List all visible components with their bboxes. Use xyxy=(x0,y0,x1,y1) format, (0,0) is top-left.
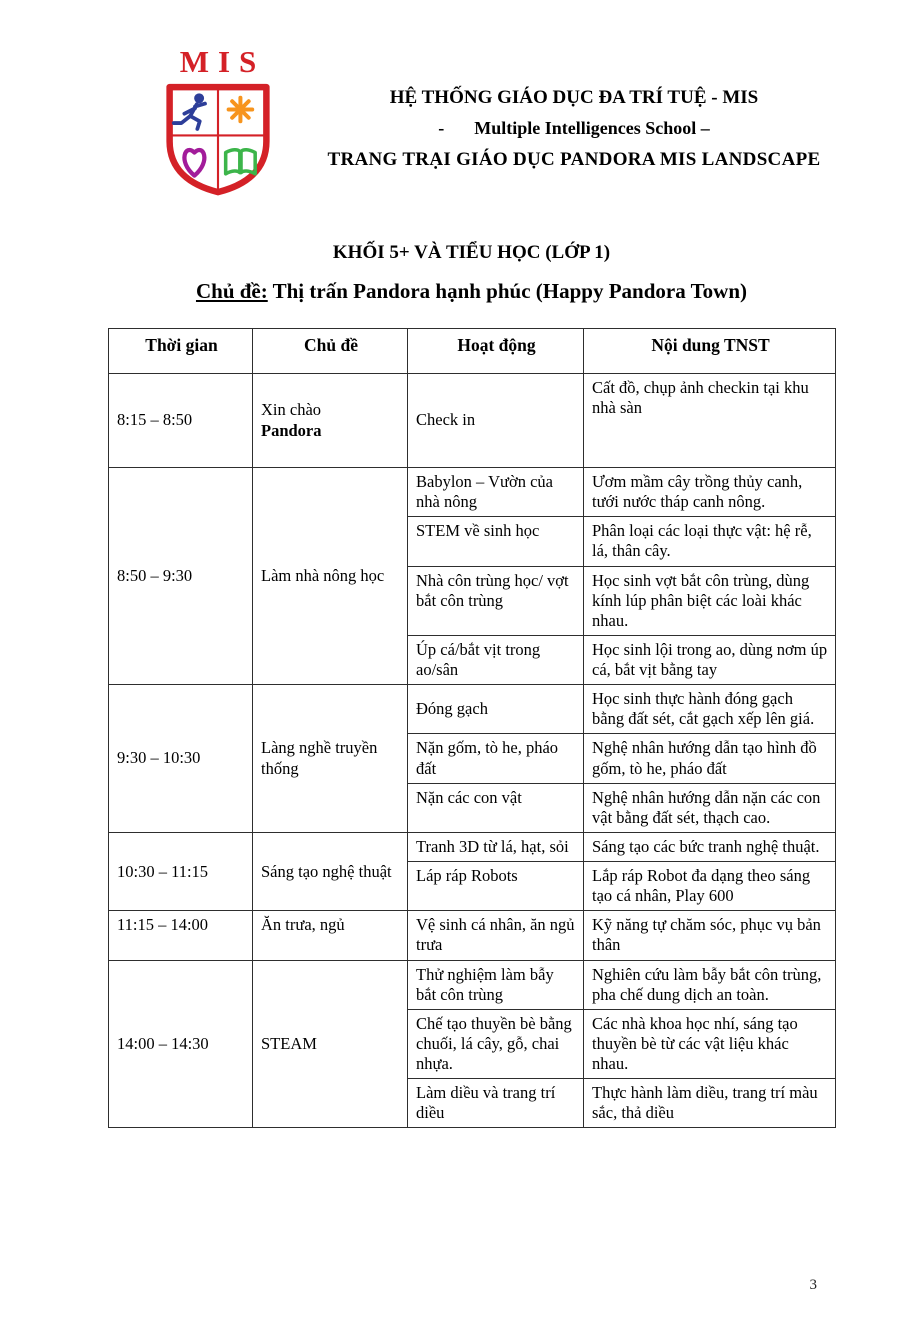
content-cell: Phân loại các loại thực vật: hệ rễ, lá, thân cây. xyxy=(584,517,836,566)
content-cell: Ươm mầm cây trồng thủy canh, tưới nước tháp canh nông. xyxy=(584,468,836,517)
school-name-english-text: Multiple Intelligences School – xyxy=(474,118,710,138)
content-cell: Lắp ráp Robot đa dạng theo sáng tạo cá nhân, Play 600 xyxy=(584,862,836,911)
table-row xyxy=(109,374,836,468)
column-header-theme: Chủ đề xyxy=(253,329,408,374)
content-cell: Nghiên cứu làm bẫy bắt côn trùng, pha chế dung dịch an toàn. xyxy=(584,960,836,1009)
table-row xyxy=(109,685,836,734)
theme-subtitle xyxy=(108,279,835,304)
content-cell: Sáng tạo các bức tranh nghệ thuật. xyxy=(584,832,836,861)
content-cell: Nghệ nhân hướng dẫn tạo hình đồ gốm, tò he, pháo đất xyxy=(584,734,836,783)
activity-cell: Nặn gốm, tò he, pháo đất xyxy=(408,734,584,783)
column-header-activity: Hoạt động xyxy=(408,329,584,374)
content-cell: Thực hành làm diều, trang trí màu sắc, thả diều xyxy=(584,1079,836,1128)
school-name-vietnamese: HỆ THỐNG GIÁO DỤC ĐA TRÍ TUỆ - MIS xyxy=(389,87,759,108)
activity-cell: STEM về sinh học xyxy=(408,517,584,566)
school-logo xyxy=(148,46,288,198)
theme-line: Xin chào xyxy=(261,400,322,420)
logo-shield xyxy=(155,80,281,198)
column-header-time: Thời gian xyxy=(109,329,253,374)
activity-cell: Nặn các con vật xyxy=(408,783,584,832)
theme-cell: Làng nghề truyền thống xyxy=(253,685,408,833)
content-cell: Nghệ nhân hướng dẫn nặn các con vật bằng đất sét, thạch cao. xyxy=(584,783,836,832)
page-header xyxy=(148,46,860,198)
time-cell: 10:30 – 11:15 xyxy=(109,832,253,910)
time-cell: 8:50 – 9:30 xyxy=(109,468,253,685)
activity-cell: Nhà côn trùng học/ vợt bắt côn trùng xyxy=(408,566,584,635)
book-icon xyxy=(226,150,256,174)
activity-cell: Chế tạo thuyền bè bằng chuối, lá cây, gỗ, chai nhựa. xyxy=(408,1009,584,1078)
theme-subtitle-label: Chủ đề: xyxy=(195,279,268,303)
content-cell: Cất đồ, chụp ảnh checkin tại khu nhà sàn xyxy=(584,374,836,468)
time-cell: 9:30 – 10:30 xyxy=(109,685,253,833)
logo-mis-text: MIS xyxy=(179,44,266,79)
theme-line-bold: Pandora xyxy=(261,420,322,440)
time-cell: 11:15 – 14:00 xyxy=(109,911,253,960)
activity-cell: Đóng gạch xyxy=(408,685,584,734)
activity-cell: Láp ráp Robots xyxy=(408,862,584,911)
heart-icon xyxy=(184,150,204,176)
dash-prefix: - xyxy=(438,118,445,138)
content-cell: Kỹ năng tự chăm sóc, phục vụ bản thân xyxy=(584,911,836,960)
table-header-row xyxy=(109,329,836,374)
theme-cell: Làm nhà nông học xyxy=(253,468,408,685)
time-cell: 14:00 – 14:30 xyxy=(109,960,253,1128)
activity-cell: Tranh 3D từ lá, hạt, sỏi xyxy=(408,832,584,861)
farm-name: TRANG TRẠI GIÁO DỤC PANDORA MIS LANDSCAPE xyxy=(327,149,821,170)
schedule-table xyxy=(108,328,836,1128)
grade-title: KHỐI 5+ VÀ TIỂU HỌC (LỚP 1) xyxy=(332,242,611,263)
time-cell: 8:15 – 8:50 xyxy=(109,374,253,468)
activity-cell: Babylon – Vườn của nhà nông xyxy=(408,468,584,517)
content-cell: Các nhà khoa học nhí, sáng tạo thuyền bè từ các vật liệu khác nhau. xyxy=(584,1009,836,1078)
sun-icon xyxy=(229,98,253,122)
activity-cell: Check in xyxy=(408,374,584,468)
school-name-block xyxy=(288,82,860,175)
theme-subtitle-text: Thị trấn Pandora hạnh phúc (Happy Pandora Town) xyxy=(267,279,748,303)
content-cell: Học sinh vợt bắt côn trùng, dùng kính lúp phân biệt các loài khác nhau. xyxy=(584,566,836,635)
table-row xyxy=(109,468,836,517)
activity-cell: Úp cá/bắt vịt trong ao/sân xyxy=(408,635,584,684)
activity-cell: Vệ sinh cá nhân, ăn ngủ trưa xyxy=(408,911,584,960)
theme-cell: Ăn trưa, ngủ xyxy=(253,911,408,960)
table-row xyxy=(109,960,836,1009)
page-number: 3 xyxy=(809,1277,817,1293)
school-name-english xyxy=(288,113,860,144)
content-cell: Học sinh lội trong ao, dùng nơm úp cá, bắt vịt bằng tay xyxy=(584,635,836,684)
theme-cell: Sáng tạo nghệ thuật xyxy=(253,832,408,910)
theme-cell: STEAM xyxy=(253,960,408,1128)
activity-cell: Làm diều và trang trí diều xyxy=(408,1079,584,1128)
activity-cell: Thử nghiệm làm bẫy bắt côn trùng xyxy=(408,960,584,1009)
table-row xyxy=(109,911,836,960)
content-cell: Học sinh thực hành đóng gạch bằng đất sét, cắt gạch xếp lên giá. xyxy=(584,685,836,734)
theme-cell xyxy=(253,374,408,468)
column-header-content: Nội dung TNST xyxy=(584,329,836,374)
runner-icon xyxy=(174,93,205,129)
document-titles xyxy=(108,242,835,304)
table-row xyxy=(109,832,836,861)
